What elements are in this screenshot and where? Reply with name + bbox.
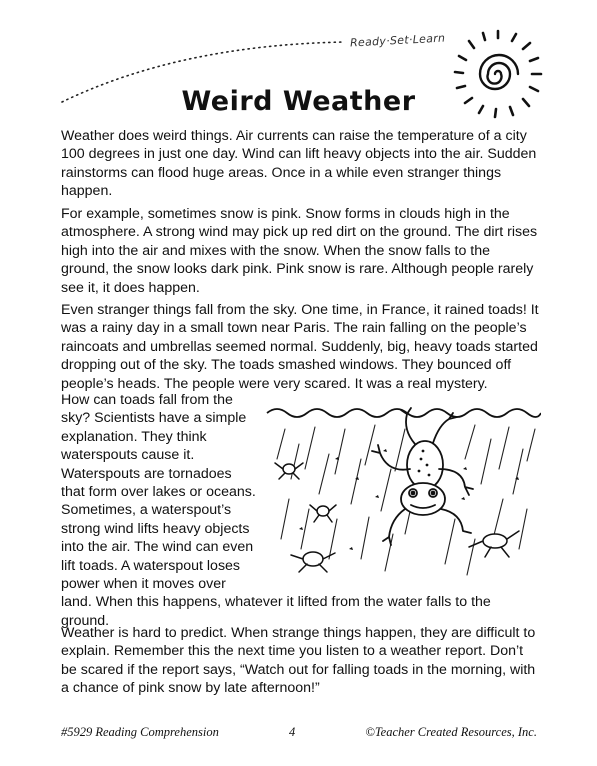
page-title: Weird Weather — [181, 86, 416, 117]
page-footer — [61, 725, 537, 740]
brand-logo-text: Ready·Set·Learn — [349, 31, 446, 50]
paragraph-3: Even stranger things fall from the sky. One time, in France, it rained toads! It was a rainy day in a small town near Paris. The rain falling on the people’s raincoats and umbrellas seemed normal. Suddenly, big, heavy toads started dropping out of the sky. The toads smashed windows. They bounced off people’s heads. The people were very scared. It was a real mystery. — [61, 302, 539, 392]
footer-page-number: 4 — [288, 725, 296, 739]
paragraph-1: Weather does weird things. Air currents can raise the temperature of a city 100 degrees in just one day. Wind can lift heavy objects into the air. Sudden rainstorms can flood huge areas. Once in a while even stranger things happen. — [61, 128, 537, 200]
paragraph-4: How can toads fall from the sky? Scientists have a simple explanation. They think waterspouts cause it. Waterspouts are tornadoes that form over lakes or oceans. Sometimes, a waterspout’s strong wind lifts heavy objects into the air. The wind can even lift toads. A waterspout loses power when it moves over land. When this happens, whatever it lifted from the water falls to the ground. — [61, 392, 491, 629]
paragraph-2: For example, sometimes snow is pink. Snow forms in clouds high in the atmosphere. A strong wind may pick up red dirt on the ground. The dirt rises high into the air and mixes with the snow. When the snow falls to the ground, the snow looks dark pink. Pink snow is rare. Although people rarely see it, it does happen. — [61, 206, 538, 296]
paragraph-5: Weather is hard to predict. When strange things happen, they are difficult to explain. Remember this the next time you listen to a weather report. Don’t be scared if the report says, “Watch out for falling toads in the morning, with a chance of pink snow by late afternoon!” — [61, 625, 536, 697]
footer-book-title: #5929 Reading Comprehension — [61, 725, 219, 739]
falling-toads-illustration — [265, 399, 541, 577]
footer-copyright: ©Teacher Created Resources, Inc. — [365, 725, 537, 739]
paragraph-4-block — [61, 391, 541, 630]
